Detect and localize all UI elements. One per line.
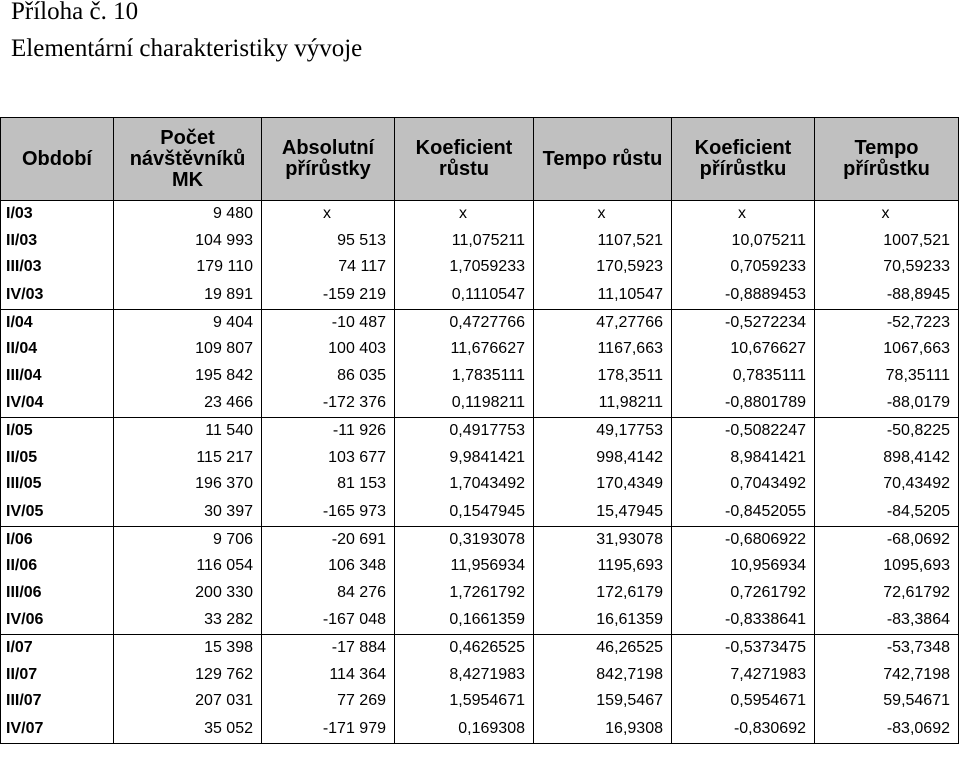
growth-coefficient-cell: 0,3193078: [395, 526, 534, 553]
increment-coefficient-cell: -0,8889453: [672, 281, 815, 310]
table-row: [1, 445, 959, 472]
visitors-cell: 11 540: [114, 418, 262, 445]
table-row: [1, 418, 959, 445]
absolute-increment-cell: 74 117: [262, 254, 395, 281]
period-cell: II/06: [1, 553, 114, 580]
growth-rate-cell: x: [534, 201, 672, 228]
growth-coefficient-cell: 9,9841421: [395, 445, 534, 472]
growth-coefficient-cell: 0,4917753: [395, 418, 534, 445]
growth-coefficient-cell: 1,7043492: [395, 471, 534, 498]
increment-coefficient-cell: 10,676627: [672, 336, 815, 363]
period-cell: II/04: [1, 336, 114, 363]
period-cell: IV/06: [1, 606, 114, 635]
growth-coefficient-cell: x: [395, 201, 534, 228]
growth-rate-cell: 172,6179: [534, 580, 672, 607]
visitors-cell: 23 466: [114, 389, 262, 418]
increment-coefficient-cell: 0,7261792: [672, 580, 815, 607]
growth-rate-cell: 178,3511: [534, 363, 672, 390]
increment-coefficient-cell: -0,5082247: [672, 418, 815, 445]
visitors-cell: 195 842: [114, 363, 262, 390]
visitors-cell: 30 397: [114, 498, 262, 527]
growth-rate-cell: 11,10547: [534, 281, 672, 310]
growth-rate-cell: 170,5923: [534, 254, 672, 281]
table-row: [1, 688, 959, 715]
absolute-increment-cell: 95 513: [262, 228, 395, 255]
table-row: [1, 553, 959, 580]
table-row: [1, 635, 959, 662]
increment-rate-cell: 59,54671: [815, 688, 959, 715]
visitors-cell: 200 330: [114, 580, 262, 607]
header-period: Období: [1, 118, 114, 201]
period-cell: II/05: [1, 445, 114, 472]
growth-coefficient-cell: 1,7835111: [395, 363, 534, 390]
visitors-cell: 115 217: [114, 445, 262, 472]
visitors-cell: 15 398: [114, 635, 262, 662]
visitors-cell: 35 052: [114, 715, 262, 744]
increment-coefficient-cell: 10,956934: [672, 553, 815, 580]
period-cell: III/07: [1, 688, 114, 715]
table-row: [1, 281, 959, 310]
visitors-cell: 116 054: [114, 553, 262, 580]
growth-rate-cell: 46,26525: [534, 635, 672, 662]
increment-coefficient-cell: 0,5954671: [672, 688, 815, 715]
header-absolute-increment: Absolutní přírůstky: [262, 118, 395, 201]
absolute-increment-cell: -20 691: [262, 526, 395, 553]
increment-coefficient-cell: -0,6806922: [672, 526, 815, 553]
visitors-cell: 129 762: [114, 662, 262, 689]
table-row: [1, 363, 959, 390]
table-row: [1, 526, 959, 553]
absolute-increment-cell: 114 364: [262, 662, 395, 689]
growth-rate-cell: 998,4142: [534, 445, 672, 472]
growth-coefficient-cell: 11,676627: [395, 336, 534, 363]
growth-rate-cell: 159,5467: [534, 688, 672, 715]
visitors-cell: 9 480: [114, 201, 262, 228]
absolute-increment-cell: 81 153: [262, 471, 395, 498]
period-cell: IV/04: [1, 389, 114, 418]
absolute-increment-cell: 106 348: [262, 553, 395, 580]
visitors-cell: 207 031: [114, 688, 262, 715]
increment-rate-cell: -88,0179: [815, 389, 959, 418]
increment-rate-cell: 1095,693: [815, 553, 959, 580]
period-cell: III/05: [1, 471, 114, 498]
table-row: [1, 580, 959, 607]
period-cell: IV/03: [1, 281, 114, 310]
growth-coefficient-cell: 0,1198211: [395, 389, 534, 418]
increment-coefficient-cell: -0,830692: [672, 715, 815, 744]
absolute-increment-cell: 84 276: [262, 580, 395, 607]
growth-rate-cell: 16,61359: [534, 606, 672, 635]
growth-coefficient-cell: 0,1110547: [395, 281, 534, 310]
period-cell: I/05: [1, 418, 114, 445]
increment-coefficient-cell: 0,7059233: [672, 254, 815, 281]
growth-rate-cell: 15,47945: [534, 498, 672, 527]
table-row: [1, 201, 959, 228]
increment-coefficient-cell: -0,5272234: [672, 309, 815, 336]
period-cell: I/04: [1, 309, 114, 336]
growth-rate-cell: 1167,663: [534, 336, 672, 363]
characteristics-table: [0, 117, 959, 744]
growth-coefficient-cell: 0,1547945: [395, 498, 534, 527]
growth-coefficient-cell: 8,4271983: [395, 662, 534, 689]
absolute-increment-cell: -159 219: [262, 281, 395, 310]
increment-rate-cell: -84,5205: [815, 498, 959, 527]
visitors-cell: 179 110: [114, 254, 262, 281]
growth-rate-cell: 31,93078: [534, 526, 672, 553]
increment-rate-cell: 70,43492: [815, 471, 959, 498]
increment-coefficient-cell: 8,9841421: [672, 445, 815, 472]
growth-coefficient-cell: 0,1661359: [395, 606, 534, 635]
growth-coefficient-cell: 0,4626525: [395, 635, 534, 662]
header-increment-rate: Tempo přírůstku: [815, 118, 959, 201]
increment-rate-cell: 72,61792: [815, 580, 959, 607]
visitors-cell: 196 370: [114, 471, 262, 498]
increment-rate-cell: -83,0692: [815, 715, 959, 744]
increment-rate-cell: 742,7198: [815, 662, 959, 689]
table-row: [1, 662, 959, 689]
table-header-row: [1, 118, 959, 201]
absolute-increment-cell: x: [262, 201, 395, 228]
table-body: [1, 201, 959, 744]
growth-rate-cell: 16,9308: [534, 715, 672, 744]
visitors-cell: 9 706: [114, 526, 262, 553]
growth-rate-cell: 47,27766: [534, 309, 672, 336]
increment-rate-cell: 1007,521: [815, 228, 959, 255]
increment-rate-cell: 78,35111: [815, 363, 959, 390]
header-growth-rate: Tempo růstu: [534, 118, 672, 201]
period-cell: IV/05: [1, 498, 114, 527]
page-title: Elementární charakteristiky vývoje: [11, 35, 363, 62]
increment-coefficient-cell: -0,8452055: [672, 498, 815, 527]
increment-rate-cell: x: [815, 201, 959, 228]
header-growth-coefficient: Koeficient růstu: [395, 118, 534, 201]
absolute-increment-cell: -11 926: [262, 418, 395, 445]
growth-rate-cell: 1195,693: [534, 553, 672, 580]
absolute-increment-cell: 86 035: [262, 363, 395, 390]
table-row: [1, 228, 959, 255]
increment-rate-cell: 1067,663: [815, 336, 959, 363]
table-row: [1, 715, 959, 744]
absolute-increment-cell: 103 677: [262, 445, 395, 472]
absolute-increment-cell: -171 979: [262, 715, 395, 744]
page-label: Příloha č. 10: [11, 0, 139, 25]
growth-coefficient-cell: 1,7059233: [395, 254, 534, 281]
period-cell: II/03: [1, 228, 114, 255]
growth-coefficient-cell: 1,5954671: [395, 688, 534, 715]
period-cell: I/07: [1, 635, 114, 662]
increment-coefficient-cell: x: [672, 201, 815, 228]
growth-coefficient-cell: 0,169308: [395, 715, 534, 744]
growth-coefficient-cell: 11,956934: [395, 553, 534, 580]
period-cell: III/03: [1, 254, 114, 281]
table-row: [1, 336, 959, 363]
increment-coefficient-cell: 0,7835111: [672, 363, 815, 390]
absolute-increment-cell: -167 048: [262, 606, 395, 635]
increment-coefficient-cell: -0,8801789: [672, 389, 815, 418]
period-cell: IV/07: [1, 715, 114, 744]
increment-coefficient-cell: -0,8338641: [672, 606, 815, 635]
visitors-cell: 9 404: [114, 309, 262, 336]
table-row: [1, 389, 959, 418]
visitors-cell: 19 891: [114, 281, 262, 310]
visitors-cell: 109 807: [114, 336, 262, 363]
growth-rate-cell: 11,98211: [534, 389, 672, 418]
absolute-increment-cell: 77 269: [262, 688, 395, 715]
growth-coefficient-cell: 11,075211: [395, 228, 534, 255]
table-row: [1, 606, 959, 635]
visitors-cell: 33 282: [114, 606, 262, 635]
absolute-increment-cell: -17 884: [262, 635, 395, 662]
visitors-cell: 104 993: [114, 228, 262, 255]
increment-rate-cell: -83,3864: [815, 606, 959, 635]
absolute-increment-cell: -165 973: [262, 498, 395, 527]
absolute-increment-cell: -172 376: [262, 389, 395, 418]
period-cell: III/04: [1, 363, 114, 390]
table-row: [1, 254, 959, 281]
header-increment-coefficient: Koeficient přírůstku: [672, 118, 815, 201]
increment-rate-cell: -52,7223: [815, 309, 959, 336]
growth-coefficient-cell: 0,4727766: [395, 309, 534, 336]
increment-coefficient-cell: -0,5373475: [672, 635, 815, 662]
growth-rate-cell: 1107,521: [534, 228, 672, 255]
increment-rate-cell: -68,0692: [815, 526, 959, 553]
growth-coefficient-cell: 1,7261792: [395, 580, 534, 607]
growth-rate-cell: 49,17753: [534, 418, 672, 445]
increment-rate-cell: 898,4142: [815, 445, 959, 472]
table-row: [1, 471, 959, 498]
table-row: [1, 309, 959, 336]
increment-rate-cell: -88,8945: [815, 281, 959, 310]
increment-coefficient-cell: 7,4271983: [672, 662, 815, 689]
growth-rate-cell: 170,4349: [534, 471, 672, 498]
period-cell: III/06: [1, 580, 114, 607]
increment-coefficient-cell: 0,7043492: [672, 471, 815, 498]
absolute-increment-cell: 100 403: [262, 336, 395, 363]
table-row: [1, 498, 959, 527]
period-cell: I/03: [1, 201, 114, 228]
growth-rate-cell: 842,7198: [534, 662, 672, 689]
increment-rate-cell: 70,59233: [815, 254, 959, 281]
period-cell: I/06: [1, 526, 114, 553]
increment-coefficient-cell: 10,075211: [672, 228, 815, 255]
header-visitors: Počet návštěvníků MK: [114, 118, 262, 201]
absolute-increment-cell: -10 487: [262, 309, 395, 336]
increment-rate-cell: -50,8225: [815, 418, 959, 445]
increment-rate-cell: -53,7348: [815, 635, 959, 662]
period-cell: II/07: [1, 662, 114, 689]
